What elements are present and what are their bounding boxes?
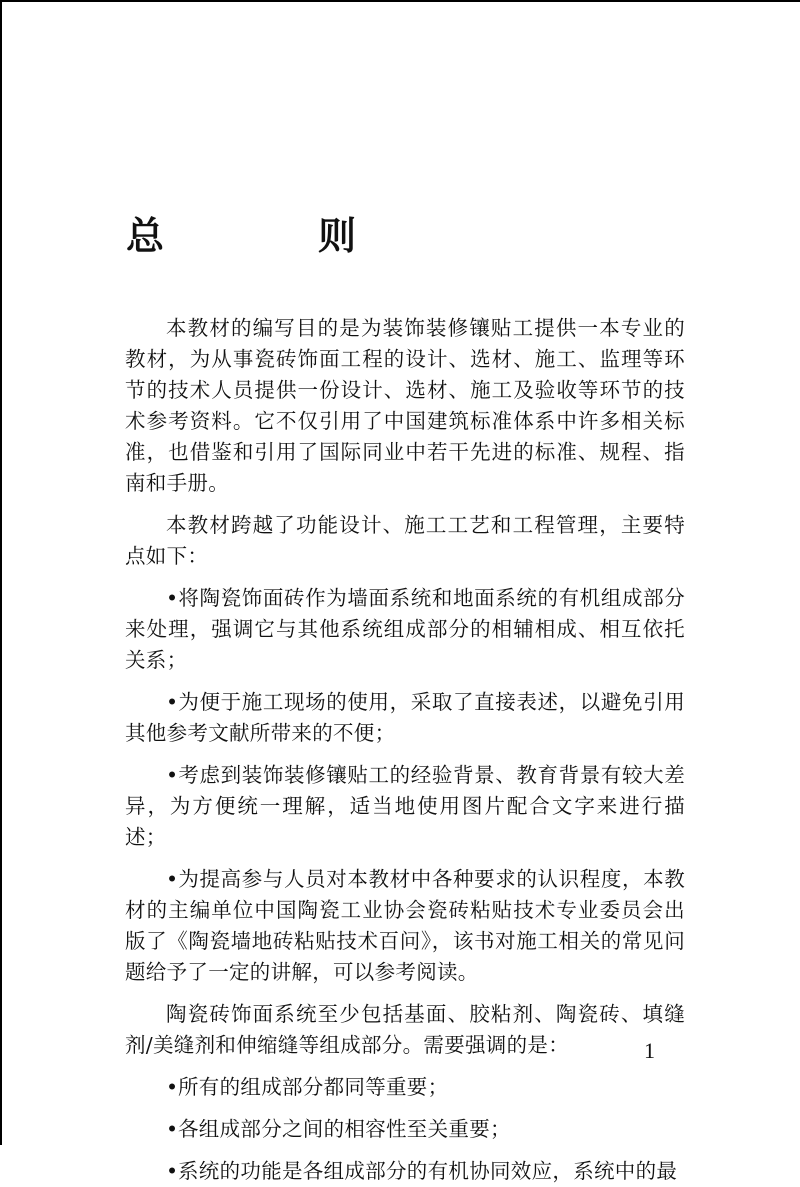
emphasis-item [125, 1156, 685, 1187]
feature-item [125, 864, 685, 988]
emphasis-text: 所有的组成部分都同等重要； [178, 1075, 449, 1099]
feature-text: 考虑到装饰装修镶贴工的经验背景、教育背景有较大差异，为方便统一理解，适当地使用图片配合文字来进行描述； [125, 763, 685, 849]
emphasis-text: 系统的功能是各组成部分的有机协同效应，系统中的最 [178, 1159, 678, 1183]
feature-item [125, 687, 685, 749]
page-border-left [0, 0, 2, 1145]
system-intro-paragraph: 陶瓷砖饰面系统至少包括基面、胶粘剂、陶瓷砖、填缝剂/美缝剂和伸缩缝等组成部分。需要强调的是： [125, 1002, 685, 1057]
features-intro-paragraph: 本教材跨越了功能设计、施工工艺和工程管理，主要特点如下： [125, 513, 685, 568]
feature-item [125, 760, 685, 853]
feature-text: 将陶瓷饰面砖作为墙面系统和地面系统的有机组成部分来处理，强调它与其他系统组成部分的相辅相成、相互依托关系； [125, 586, 685, 672]
page-number: 1 [644, 1038, 655, 1063]
emphasis-item [125, 1114, 685, 1145]
bullet-icon: • [166, 586, 179, 610]
bullet-icon: • [166, 867, 179, 891]
emphasis-item [125, 1072, 685, 1103]
bullet-icon: • [166, 1117, 179, 1141]
feature-item [125, 583, 685, 676]
feature-text: 为便于施工现场的使用，采取了直接表述，以避免引用其他参考文献所带来的不便； [125, 690, 685, 745]
bullet-icon: • [166, 1075, 179, 1099]
feature-text: 为提高参与人员对本教材中各种要求的认识程度，本教材的主编单位中国陶瓷工业协会瓷砖粘贴技术专业委员会出版了《陶瓷墙地砖粘贴技术百问》，该书对施工相关的常见问题给予了一定的讲解，可以参考阅读。 [125, 867, 685, 984]
page-border-top [0, 0, 800, 2]
bullet-icon: • [166, 1159, 179, 1183]
bullet-icon: • [166, 690, 179, 714]
page-title: 总 则 [126, 214, 415, 258]
emphasis-text: 各组成部分之间的相容性至关重要； [178, 1117, 511, 1141]
intro-paragraph: 本教材的编写目的是为装饰装修镶贴工提供一本专业的教材，为从事瓷砖饰面工程的设计、选材、施工、监理等环节的技术人员提供一份设计、选材、施工及验收等环节的技术参考资料。它不仅引用了中国建筑标准体系中许多相关标准，也借鉴和引用了国际同业中若干先进的标准、规程、指南和手册。 [125, 316, 685, 495]
body-text [125, 313, 685, 1187]
bullet-icon: • [166, 763, 179, 787]
